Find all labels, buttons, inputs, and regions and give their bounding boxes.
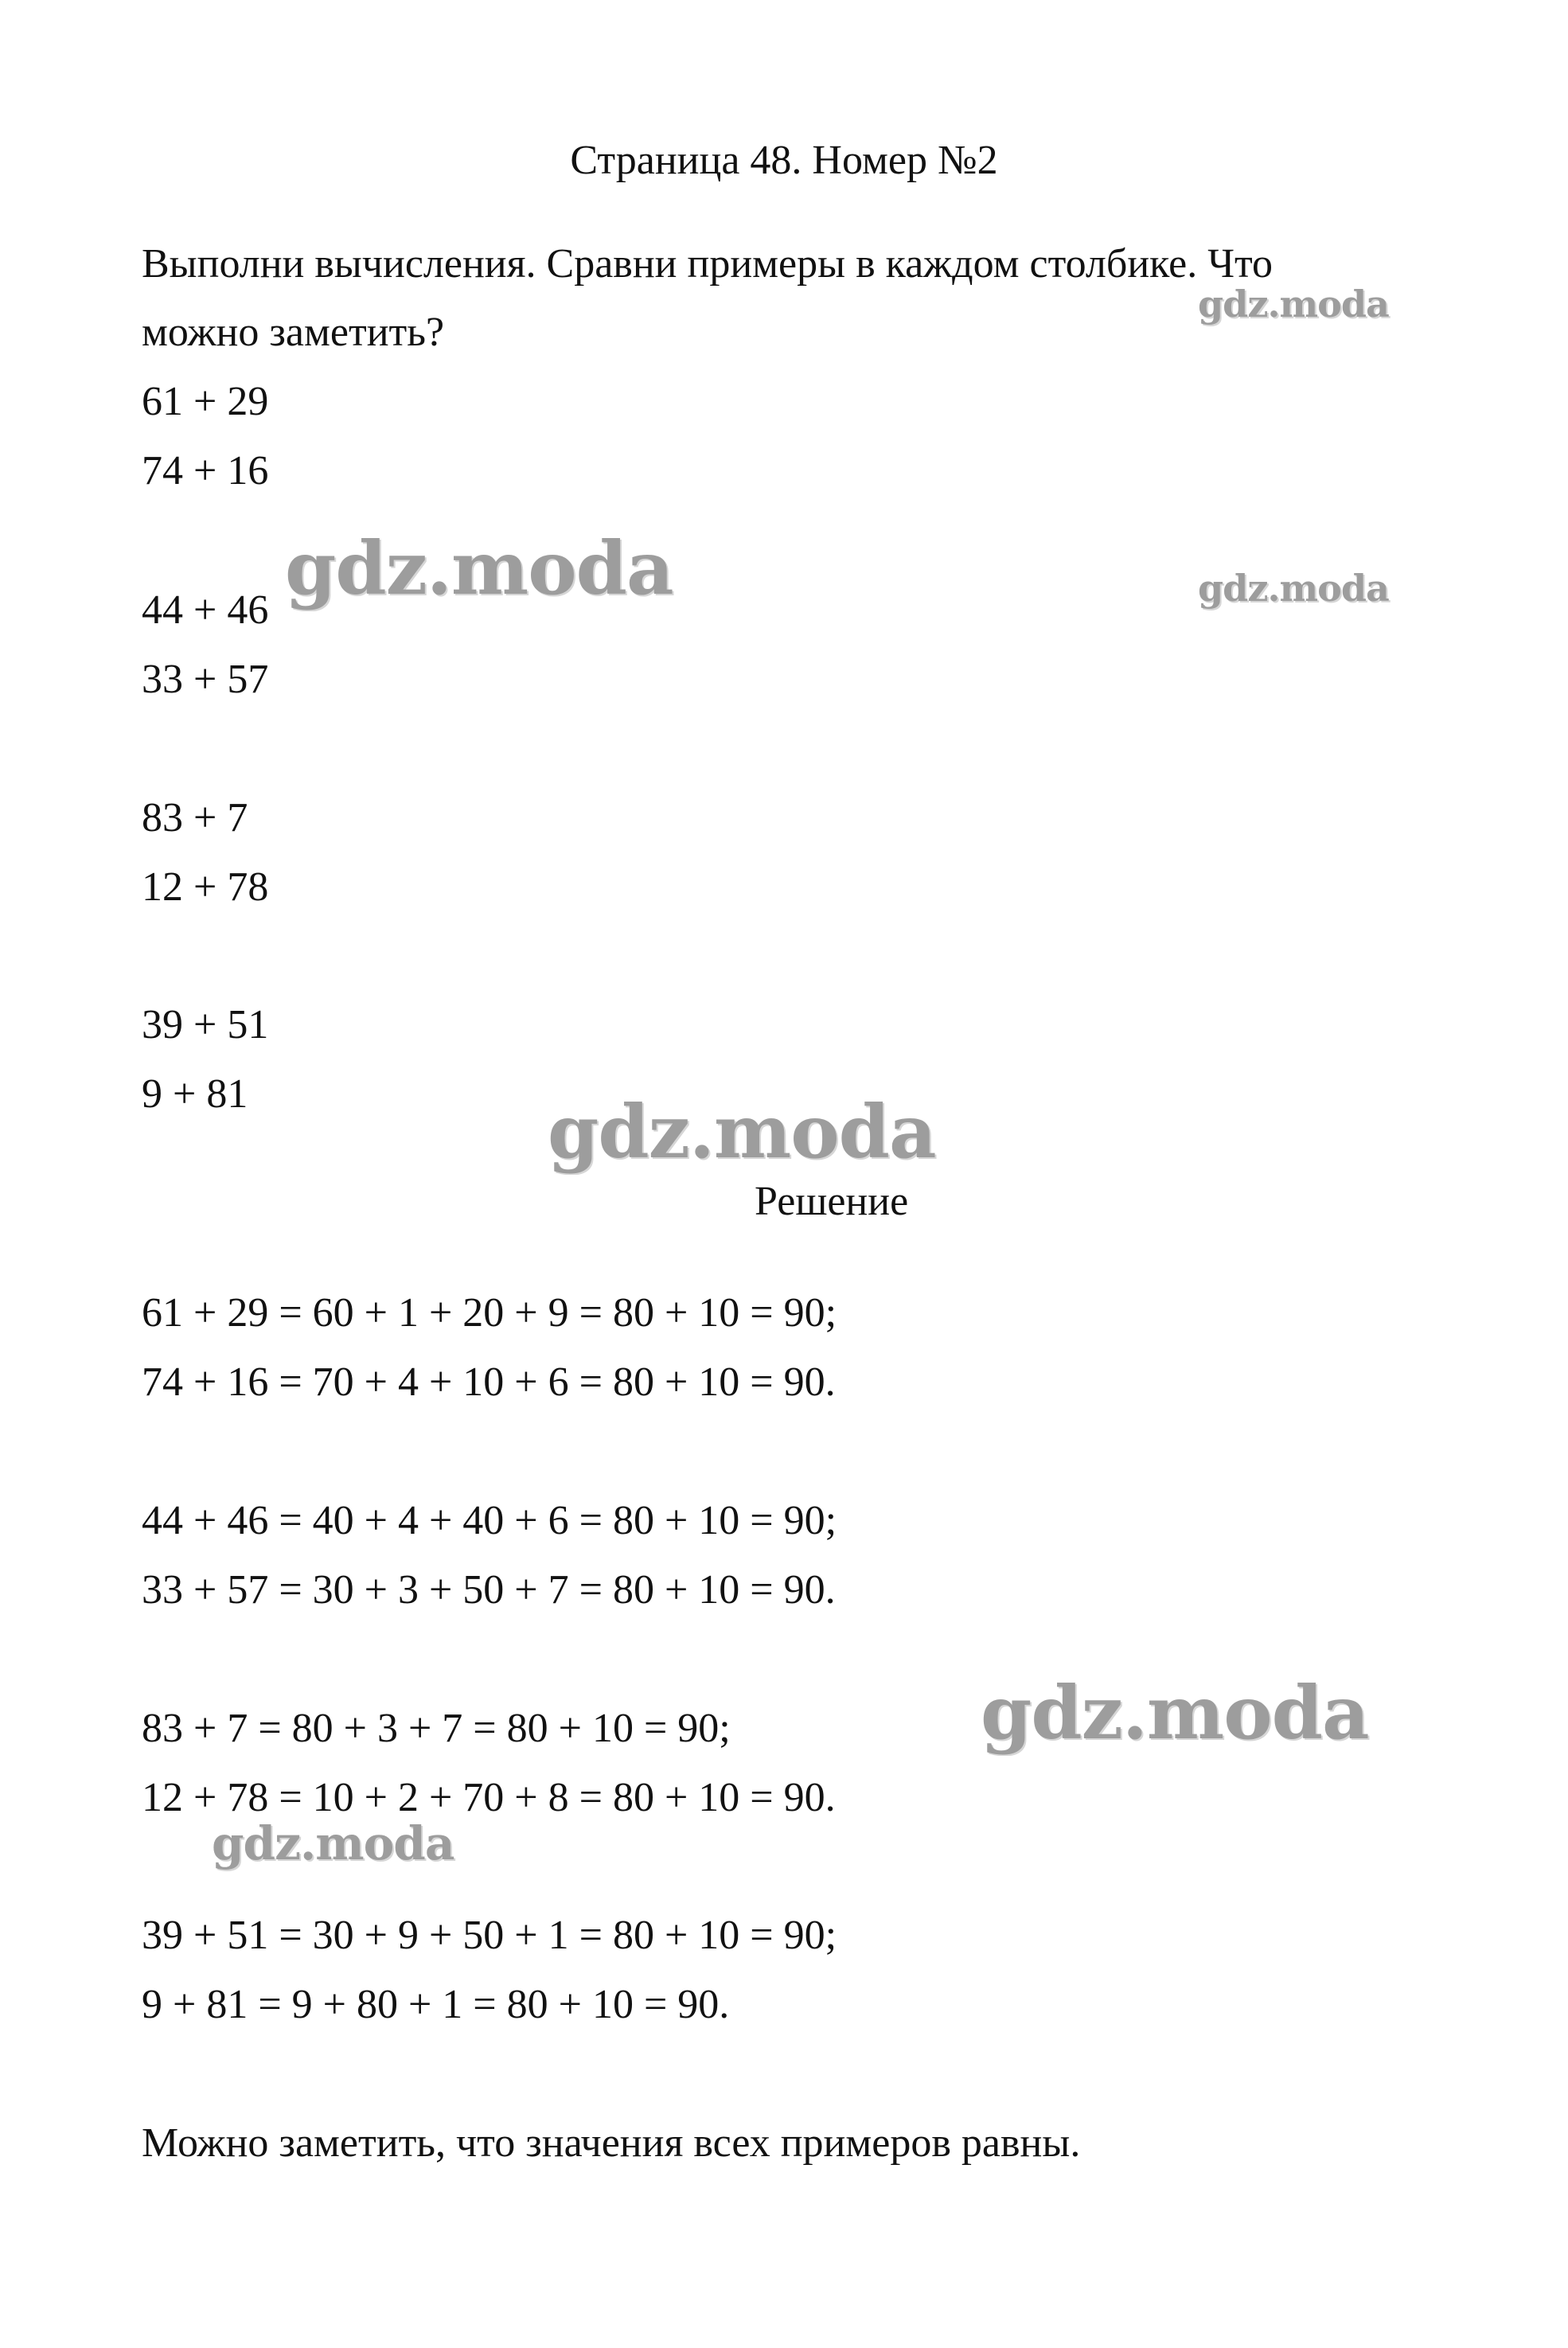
watermark-logo: gdz.moda [981,1670,1369,1756]
example-8: 9 + 81 [142,1071,248,1117]
watermark-logo: gdz.moda [548,1089,936,1175]
conclusion-text: Можно заметить, что значения всех примеров равны. [142,2120,1081,2166]
example-1: 61 + 29 [142,379,269,424]
example-6: 12 + 78 [142,864,269,910]
example-7: 39 + 51 [142,1002,269,1047]
solution-line-6: 12 + 78 = 10 + 2 + 70 + 8 = 80 + 10 = 90. [142,1775,836,1820]
watermark-logo: gdz.moda [212,1816,454,1870]
example-4: 33 + 57 [142,657,269,702]
solution-line-2: 74 + 16 = 70 + 4 + 10 + 6 = 80 + 10 = 90. [142,1359,836,1405]
solution-line-7: 39 + 51 = 30 + 9 + 50 + 1 = 80 + 10 = 90; [142,1913,837,1958]
solution-line-3: 44 + 46 = 40 + 4 + 40 + 6 = 80 + 10 = 90; [142,1498,837,1543]
watermark-logo: gdz.moda [1198,567,1389,610]
solution-line-8: 9 + 81 = 9 + 80 + 1 = 80 + 10 = 90. [142,1982,730,2027]
example-2: 74 + 16 [142,448,269,493]
task-text-line-2: можно заметить? [142,310,445,355]
page-title: Страница 48. Номер №2 [570,138,998,183]
task-text-line-1: Выполни вычисления. Сравни примеры в каждом столбике. Что [142,241,1274,287]
solution-line-5: 83 + 7 = 80 + 3 + 7 = 80 + 10 = 90; [142,1706,731,1751]
watermark-logo: gdz.moda [1198,283,1389,326]
example-5: 83 + 7 [142,795,248,841]
solution-line-4: 33 + 57 = 30 + 3 + 50 + 7 = 80 + 10 = 90. [142,1567,836,1613]
solution-line-1: 61 + 29 = 60 + 1 + 20 + 9 = 80 + 10 = 90; [142,1290,837,1336]
solution-heading: Решение [755,1179,909,1224]
watermark-logo: gdz.moda [285,525,673,611]
example-3: 44 + 46 [142,587,269,633]
